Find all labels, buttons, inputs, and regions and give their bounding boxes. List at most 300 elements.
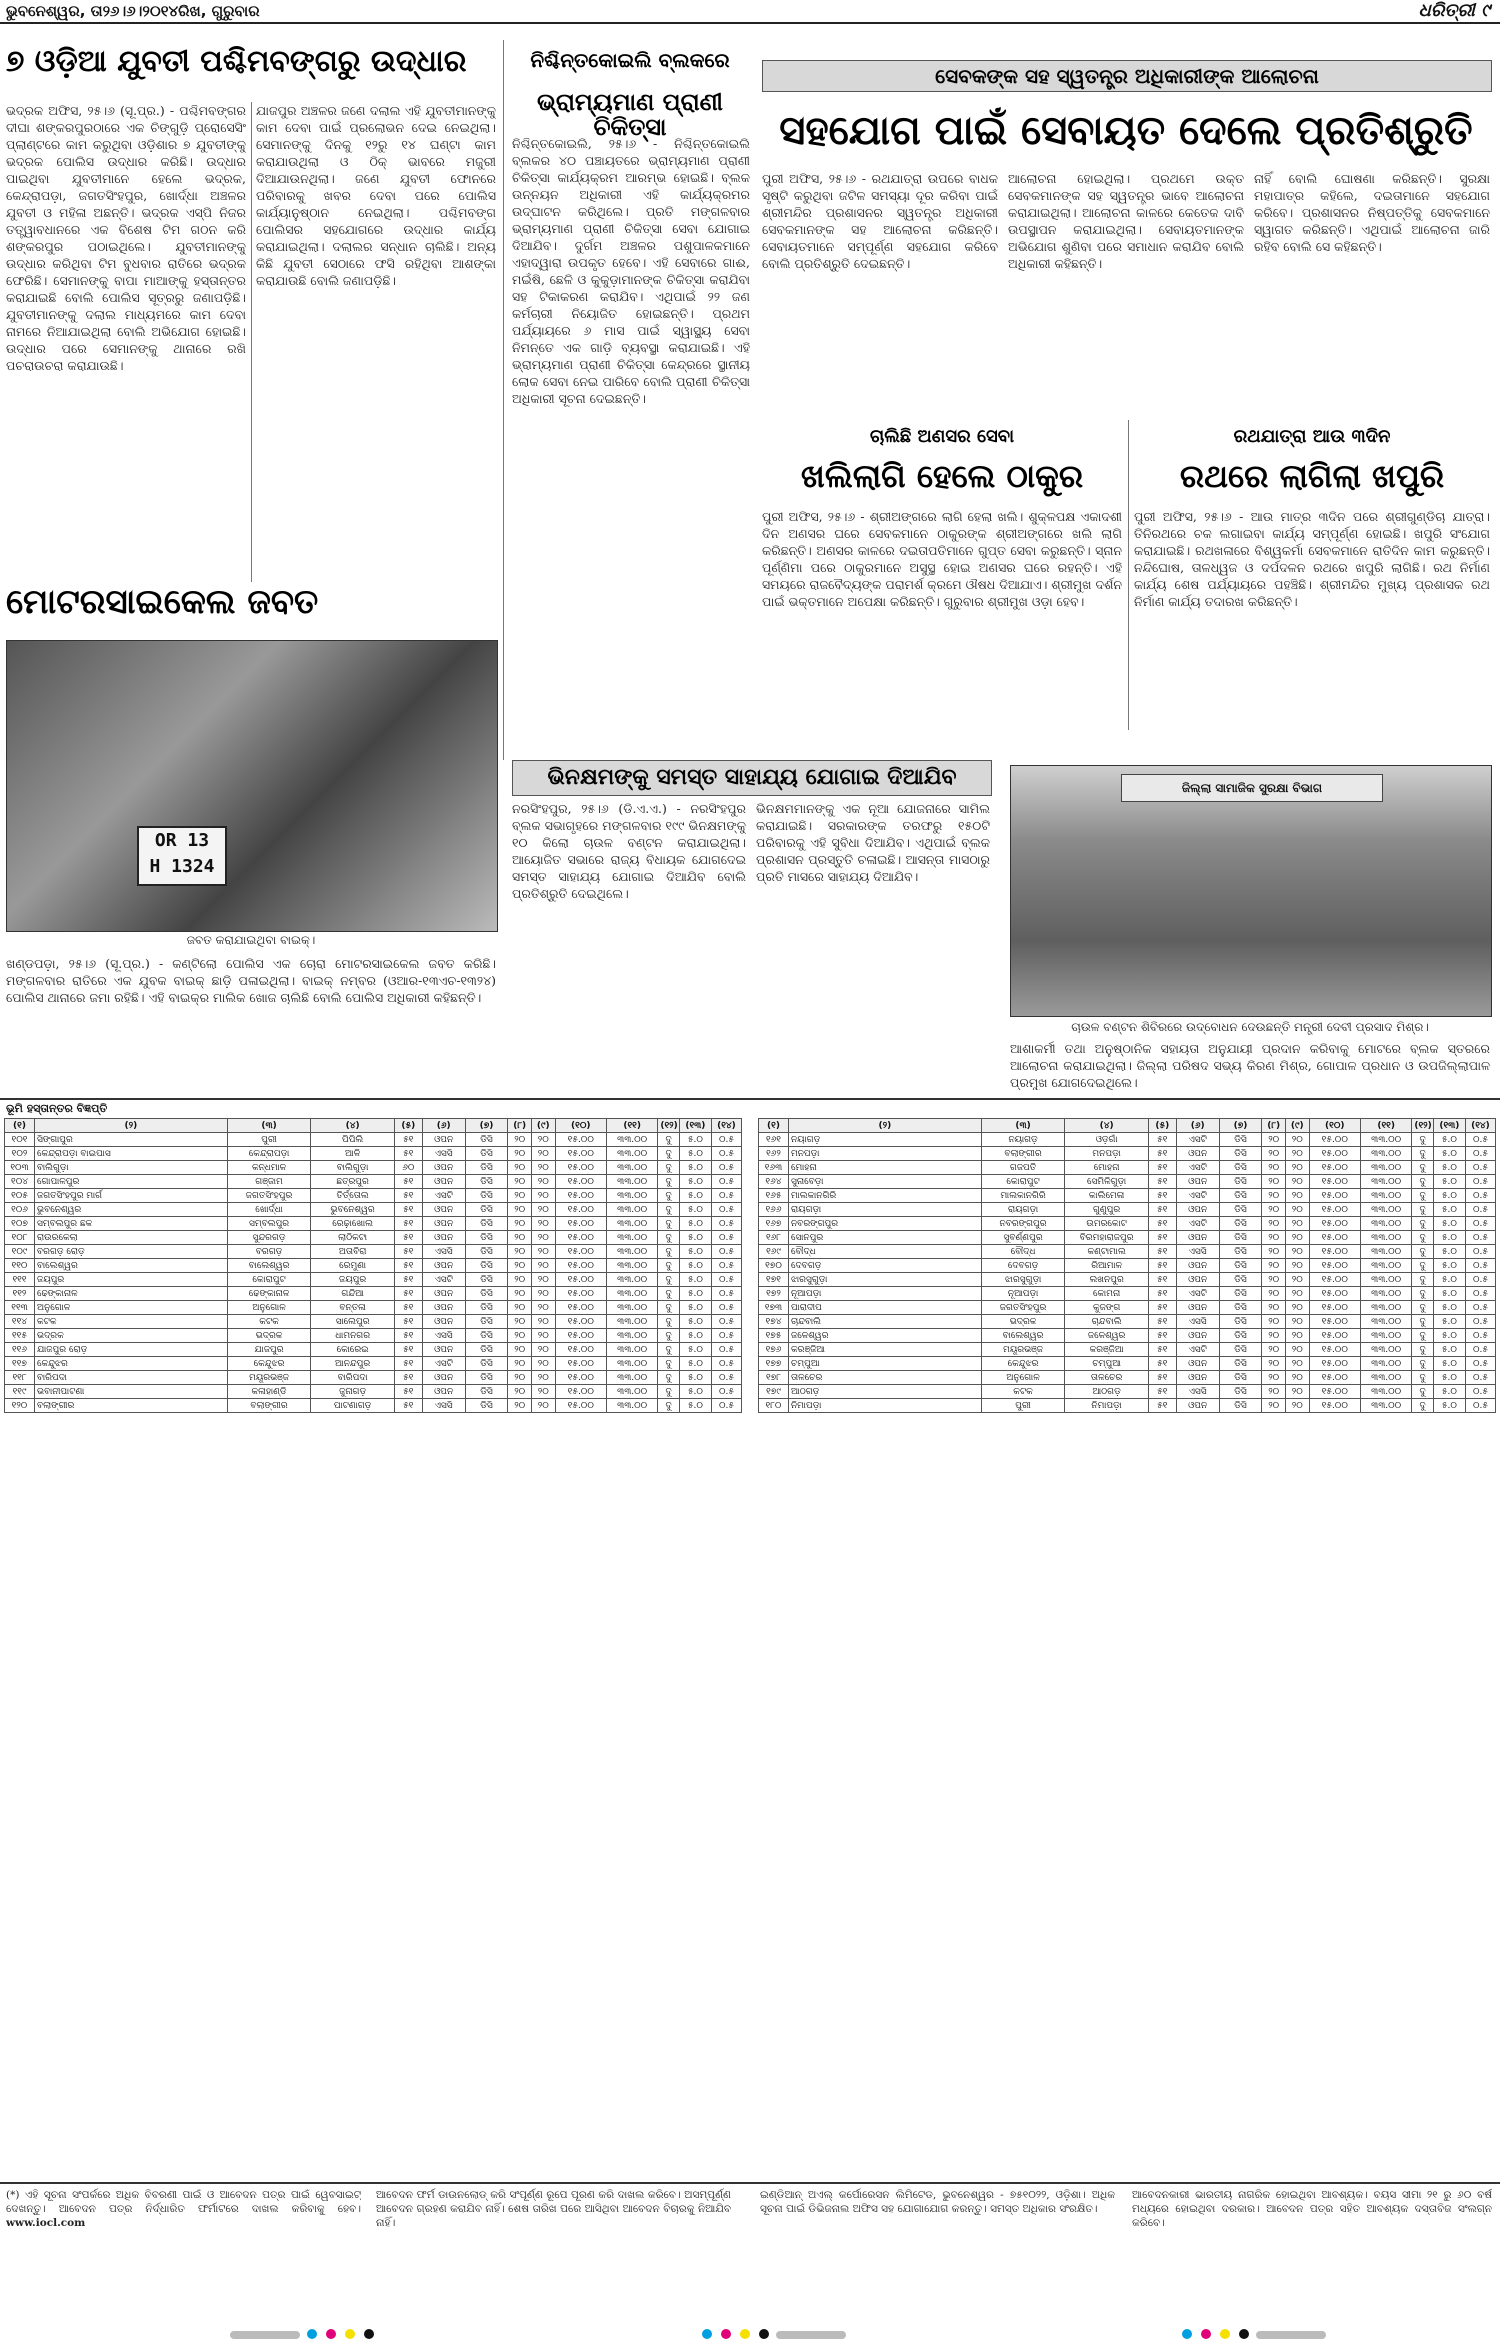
table-cell: ୨୦	[1262, 1399, 1286, 1413]
table-cell: ୧୭୭	[759, 1357, 789, 1371]
table-cell: ତାଳଚେର	[788, 1371, 981, 1385]
table-cell: ୧୫.୦୦	[555, 1259, 606, 1273]
table-cell: ପାରାଦୀପ	[788, 1301, 981, 1315]
table-cell: ୫୧	[394, 1217, 422, 1231]
table-cell: ଢେଙ୍କାନାଳ	[227, 1287, 311, 1301]
table-cell: ୫.୦	[1433, 1217, 1465, 1231]
table-cell: ୦.୫	[1465, 1175, 1495, 1189]
table-cell: ୦.୫	[711, 1301, 741, 1315]
table-cell: ୨୦	[508, 1203, 532, 1217]
table-cell: ୫.୦	[679, 1217, 711, 1231]
table-cell: କୋମନା	[1065, 1287, 1149, 1301]
table-cell: ଗଞ୍ଜାମ	[227, 1175, 311, 1189]
table-cell: ୩୩.୦୦	[606, 1175, 657, 1189]
table-row	[5, 1161, 742, 1175]
table-cell: ୫୧	[1148, 1315, 1176, 1329]
table-cell: ୫୧	[1148, 1161, 1176, 1175]
table-cell: ଏସଟି	[1176, 1133, 1219, 1147]
table-cell: ୧୫.୦୦	[555, 1371, 606, 1385]
table-cell: ବରଗଡ଼	[227, 1245, 311, 1259]
table-cell: ୧୧୯	[5, 1385, 35, 1399]
table-row	[759, 1329, 1496, 1343]
table-cell: ଓପନ	[422, 1133, 465, 1147]
regmark-black	[1239, 2329, 1249, 2339]
table-cell: ୫.୦	[679, 1231, 711, 1245]
table-cell: ୦.୫	[1465, 1357, 1495, 1371]
table-cell: ଭଦ୍ରକ	[34, 1329, 227, 1343]
table-row	[5, 1175, 742, 1189]
regmark-yellow	[1220, 2329, 1230, 2339]
table-cell: ୨୦	[508, 1301, 532, 1315]
table-cell: ୫୧	[394, 1245, 422, 1259]
table-cell: ଡିସି	[465, 1189, 508, 1203]
divider	[503, 40, 504, 760]
table-cell: ଗୋପାଳପୁର	[34, 1175, 227, 1189]
table-cell: କଟକ	[34, 1315, 227, 1329]
table-cell: ୩୩.୦୦	[1360, 1343, 1411, 1357]
story7-col1: ନରସିଂହପୁର, ୨୫।୬ (ଡି.ଏ.ଏ.) - ନରସିଂହପୁର ବ୍ଲକ ସଭାଗୃହରେ ମଙ୍ଗଳବାର ୧୯୯ ଭିନକ୍ଷମଙ୍କୁ ୧୦ କିଲୋ ଚାଉଳ ବଣ୍ଟନ କରାଯାଇଥିଲା। ଆୟୋଜିତ ସଭାରେ ରାଜ୍ୟ ବିଧାୟକ ଯୋଗଦେଇ ସମସ୍ତ ସାହାଯ୍ୟ ଯୋଗାଇ ଦିଆଯିବ ବୋଲି ପ୍ରତିଶ୍ରୁତି ଦେଇଥିଲେ।	[512, 801, 746, 901]
table-cell: ୨୦	[531, 1329, 555, 1343]
story5-body: ପୁରୀ ଅଫିସ, ୨୫।୬ - ଆଉ ମାତ୍ର ୩ଦିନ ପରେ ଶ୍ରୀଗୁଣ୍ଡିଚା ଯାତ୍ରା। ତିନିରଥରେ ଚକ ଲଗାଇବା କାର୍ଯ୍ୟ ସମ୍ପୂର୍ଣ୍ଣ ହୋଇଛି। ଖପୁରି ସଂଯୋଗ କରାଯାଇଛି। ରଥଖଳାରେ ବିଶ୍ୱକର୍ମା ସେବକମାନେ ରାତିଦିନ କାମ କରୁଛନ୍ତି। ନନ୍ଦିଘୋଷ, ତାଳଧ୍ୱଜ ଓ ଦର୍ପଦଳନ ରଥରେ ଖପୁରି ଲାଗିଛି। ରଥ ନିର୍ମାଣ କାର୍ଯ୍ୟ ଶେଷ ପର୍ଯ୍ୟାୟରେ ପହଞ୍ଚିଛି। ଶ୍ରୀମନ୍ଦିର ମୁଖ୍ୟ ପ୍ରଶାସକ ରଥ ନିର୍ମାଣ କାର୍ଯ୍ୟ ତଦାରଖ କରିଛନ୍ତି।	[1134, 509, 1490, 609]
table-cell: ୨୦	[508, 1371, 532, 1385]
table-cell: ୧୭୫	[759, 1329, 789, 1343]
table-cell: ଜଳେଶ୍ୱର	[788, 1329, 981, 1343]
table-cell: ୫.୦	[679, 1203, 711, 1217]
table-cell: ୫୧	[1148, 1245, 1176, 1259]
table-cell: ଦେବଗଡ଼	[981, 1259, 1065, 1273]
table-cell: ୨୦	[508, 1175, 532, 1189]
table-cell: ୦.୫	[1465, 1287, 1495, 1301]
table-cell: ୫୧	[1148, 1189, 1176, 1203]
table-cell: ରାଉରକେଲା	[34, 1231, 227, 1245]
table-cell: ୦.୫	[711, 1203, 741, 1217]
table-cell: ମାଲକାନଗିରି	[981, 1189, 1065, 1203]
table-cell: ଓପନ	[422, 1217, 465, 1231]
table-cell: ସମ୍ବଲପୁର	[227, 1217, 311, 1231]
table-cell: ୧୫.୦୦	[555, 1175, 606, 1189]
table-cell: ବାଲେଶ୍ୱର	[981, 1329, 1065, 1343]
table-cell: ଦୁ	[1412, 1133, 1433, 1147]
table-cell: ଚମ୍ପୁଆ	[788, 1357, 981, 1371]
table-cell: ୨୦	[1285, 1217, 1309, 1231]
table-cell: ୨୦	[508, 1385, 532, 1399]
table-cell: ବନ୍ତଳା	[311, 1301, 395, 1315]
table-cell: ଅତାବିରା	[311, 1245, 395, 1259]
table-cell: ଅନୁଗୋଳ	[227, 1301, 311, 1315]
table-cell: ଜୟପୁର	[34, 1273, 227, 1287]
table-cell: ୩୩.୦୦	[606, 1161, 657, 1175]
table-cell: ଖୋର୍ଦ୍ଧା	[227, 1203, 311, 1217]
table-cell: ୧୫.୦୦	[555, 1147, 606, 1161]
table-cell: ଏସଟି	[422, 1357, 465, 1371]
table-header-cell: (୩)	[227, 1119, 311, 1133]
table-cell: ୧୦୭	[5, 1217, 35, 1231]
table-cell: ଓପନ	[1176, 1203, 1219, 1217]
table-cell: ୫୧	[394, 1147, 422, 1161]
table-cell: ୫.୦	[679, 1189, 711, 1203]
table-cell: ଡିସି	[1219, 1259, 1262, 1273]
table-cell: ୫୧	[394, 1259, 422, 1273]
table-cell: କନ୍ଧମାଳ	[227, 1161, 311, 1175]
table-cell: ରେଢ଼ାଖୋଲ	[311, 1217, 395, 1231]
table-cell: ୧୧୩	[5, 1301, 35, 1315]
table-cell: ୧୫.୦୦	[1309, 1147, 1360, 1161]
table-cell: ୩୩.୦୦	[1360, 1189, 1411, 1203]
table-cell: ୦.୫	[711, 1147, 741, 1161]
table-cell: ୫୧	[394, 1371, 422, 1385]
table-cell: ନବରଙ୍ଗପୁର	[981, 1217, 1065, 1231]
table-cell: ୨୦	[1262, 1287, 1286, 1301]
table-cell: ଦୁ	[658, 1399, 679, 1413]
table-cell: ୫.୦	[679, 1357, 711, 1371]
table-cell: ଦୁ	[1412, 1189, 1433, 1203]
table-cell: ୧୦୧	[5, 1133, 35, 1147]
regmark-bar	[230, 2331, 300, 2339]
table-header-cell: (୮)	[508, 1119, 532, 1133]
footer-website[interactable]: www.iocl.com	[6, 2217, 86, 2229]
table-cell: ୨୦	[1285, 1385, 1309, 1399]
table-cell: ଓପନ	[1176, 1357, 1219, 1371]
table-cell: ମନପଡ଼ା	[1065, 1147, 1149, 1161]
table-cell: ୦.୫	[1465, 1371, 1495, 1385]
table-cell: ଓପନ	[1176, 1147, 1219, 1161]
table-cell: ୨୦	[1285, 1147, 1309, 1161]
table-row	[5, 1273, 742, 1287]
table-cell: ଦୁ	[658, 1175, 679, 1189]
table-cell: ୨୦	[508, 1245, 532, 1259]
table-cell: ୧୦୯	[5, 1245, 35, 1259]
table-cell: ୩୩.୦୦	[1360, 1399, 1411, 1413]
table-cell: ୫.୦	[1433, 1385, 1465, 1399]
table-cell: ବାଲିଗୁଡ଼ା	[311, 1161, 395, 1175]
table-cell: ସୁବର୍ଣ୍ଣପୁର	[981, 1231, 1065, 1245]
table-cell: ଡିସି	[465, 1259, 508, 1273]
story2-body: ନିଶ୍ଚିନ୍ତକୋଇଲି, ୨୫।୬ - ନିଶ୍ଚିନ୍ତକୋଇଲି ବ୍ଲକର ୪୦ ପଞ୍ଚାୟତରେ ଭ୍ରାମ୍ୟମାଣ ପ୍ରାଣୀ ଚିକିତ୍ସା କାର୍ଯ୍ୟକ୍ରମ ଆରମ୍ଭ ହୋଇଛି। ବ୍ଲକ ଉନ୍ନୟନ ଅଧିକାରୀ ଏହି କାର୍ଯ୍ୟକ୍ରମର ଉଦ୍‌ଘାଟନ କରିଥିଲେ। ପ୍ରତି ମଙ୍ଗଳବାର ଭ୍ରାମ୍ୟମାଣ ପ୍ରାଣୀ ଚିକିତ୍ସା ସେବା ଯୋଗାଇ ଦିଆଯିବ। ଦୁର୍ଗମ ଅଞ୍ଚଳର ପଶୁପାଳକମାନେ ଏହାଦ୍ୱାରା ଉପକୃତ ହେବେ। ଏହି ସେବାରେ ଗାଈ, ମଇଁଷି, ଛେଳି ଓ କୁକୁଡ଼ାମାନଙ୍କ ଚିକିତ୍ସା କରାଯିବା ସହ ଟିକାକରଣ କରାଯିବ। ଏଥିପାଇଁ ୨୨ ଜଣ କର୍ମଚାରୀ ନିୟୋଜିତ ହୋଇଛନ୍ତି। ପ୍ରଥମ ପର୍ଯ୍ୟାୟରେ ୬ ମାସ ପାଇଁ ସ୍ୱାସ୍ଥ୍ୟ ସେବା ନିମନ୍ତେ ଏକ ଗାଡ଼ି ବ୍ୟବସ୍ଥା କରାଯାଇଛି। ଏହି ଭ୍ରାମ୍ୟମାଣ ପ୍ରାଣୀ ଚିକିତ୍ସା କେନ୍ଦ୍ରରେ ସ୍ଥାନୀୟ ଲୋକ ସେବା ନେଇ ପାରିବେ ବୋଲି ପ୍ରାଣୀ ଚିକିତ୍ସା ଅଧିକାରୀ ସୂଚନା ଦେଇଛନ୍ତି।	[512, 136, 750, 406]
table-cell: ୨୦	[508, 1329, 532, 1343]
table-row	[759, 1385, 1496, 1399]
table-cell: ତାଳଚେର	[1065, 1371, 1149, 1385]
table-cell: ୦.୫	[1465, 1189, 1495, 1203]
table-cell: ୧୧୬	[5, 1343, 35, 1357]
dateline: ଭୁବନେଶ୍ୱର, ତା୨୬।୬।୨୦୧୪ରିଖ, ଗୁରୁବାର	[6, 2, 260, 20]
table-cell: ଭଦ୍ରକ	[227, 1329, 311, 1343]
table-cell: ଡିସି	[1219, 1315, 1262, 1329]
table-cell: ବଲାଙ୍ଗୀର	[227, 1399, 311, 1413]
table-cell: ୧୫.୦୦	[555, 1189, 606, 1203]
table-cell: ଓପନ	[1176, 1175, 1219, 1189]
table-cell: ୨୦	[1285, 1301, 1309, 1315]
table-cell: ୫.୦	[679, 1301, 711, 1315]
table-cell: ୧୬୬	[759, 1203, 789, 1217]
table-cell: ୧୭୨	[759, 1287, 789, 1301]
table-cell: ୫.୦	[1433, 1231, 1465, 1245]
table-cell: ୫୧	[1148, 1301, 1176, 1315]
table-cell: ପାଟଣାଗଡ଼	[311, 1399, 395, 1413]
table-cell: ଦୁ	[1412, 1385, 1433, 1399]
table-cell: ଏସଟି	[1176, 1161, 1219, 1175]
table-cell: ଡିସି	[1219, 1203, 1262, 1217]
table-cell: ୨୦	[508, 1315, 532, 1329]
story6-body: ଖଣ୍ଡପଡ଼ା, ୨୫।୬ (ସୂ.ପ୍ର.) - କଣ୍ଟିଲୋ ପୋଲିସ ଏକ ଚୋରା ମୋଟରସାଇକେଲ ଜବତ କରିଛି। ମଙ୍ଗଳବାର ରାତିରେ ଏକ ଯୁବକ ବାଇକ୍ ଛାଡ଼ି ପଳାଇଥିଲା। ବାଇକ୍ ନମ୍ବର (ଓଆର-୧୩ଏଚ-୧୩୨୪) ପୋଲିସ ଥାନାରେ ଜମା ରହିଛି। ଏହି ବାଇକ୍‌ର ମାଲିକ ଖୋଜ ଚାଲିଛି ବୋଲି ପୋଲିସ ଅଧିକାରୀ କହିଛନ୍ତି।	[6, 956, 496, 1005]
table-cell: ୫୧	[1148, 1273, 1176, 1287]
table-cell: ୩୩.୦୦	[606, 1133, 657, 1147]
table-cell: ୦.୫	[711, 1273, 741, 1287]
table-cell: ୦.୫	[711, 1357, 741, 1371]
table-cell: ଏସସି	[422, 1245, 465, 1259]
table-cell: ୧୭୩	[759, 1301, 789, 1315]
table-cell: ଦୁ	[658, 1329, 679, 1343]
table-cell: ୨୦	[1285, 1315, 1309, 1329]
table-cell: ଓପନ	[422, 1287, 465, 1301]
table-header-cell: (୯)	[1285, 1119, 1309, 1133]
table-cell: ଚାନ୍ଦବାଲି	[1065, 1315, 1149, 1329]
table-cell: ୩୩.୦୦	[606, 1259, 657, 1273]
table-cell: ୨୦	[531, 1175, 555, 1189]
table-cell: ୧୫.୦୦	[1309, 1385, 1360, 1399]
table-cell: ୦.୫	[711, 1315, 741, 1329]
table-cell: ପୁରୀ	[981, 1399, 1065, 1413]
table-cell: ୦.୫	[1465, 1301, 1495, 1315]
divider	[1128, 420, 1129, 730]
table-cell: ଡିସି	[465, 1147, 508, 1161]
regmark-cyan	[307, 2329, 317, 2339]
regmark-black	[364, 2329, 374, 2339]
table-cell: ୫.୦	[1433, 1273, 1465, 1287]
table-cell: ଡିସି	[1219, 1133, 1262, 1147]
table-cell: ଭବାନୀପାଟଣା	[34, 1385, 227, 1399]
table-cell: ଦୁ	[658, 1133, 679, 1147]
table-cell: ଆଠଗଡ଼	[788, 1385, 981, 1399]
table-cell: ଡିସି	[1219, 1385, 1262, 1399]
table-cell: ୧୬୯	[759, 1245, 789, 1259]
table-cell: ଦୁ	[658, 1259, 679, 1273]
table-cell: ୧୬୨	[759, 1147, 789, 1161]
table-cell: ୨୦	[1262, 1343, 1286, 1357]
table-cell: ୧୫.୦୦	[555, 1203, 606, 1217]
table-cell: କେନ୍ଦୁଝର	[981, 1357, 1065, 1371]
table-cell: ୧୫.୦୦	[1309, 1189, 1360, 1203]
table-cell: ଓପନ	[422, 1175, 465, 1189]
table-cell: ଦୁ	[658, 1217, 679, 1231]
table-cell: ଦୁ	[658, 1273, 679, 1287]
table-row	[5, 1147, 742, 1161]
table-cell: ୨୦	[1285, 1399, 1309, 1413]
table-cell: ୨୦	[508, 1161, 532, 1175]
table-cell: ଦୁ	[1412, 1175, 1433, 1189]
plate-line1: OR 13	[154, 830, 210, 851]
table-row	[759, 1147, 1496, 1161]
table-cell: ୫୧	[394, 1399, 422, 1413]
table-cell: ଧାମନଗର	[311, 1329, 395, 1343]
table-header-cell: (୨)	[788, 1119, 981, 1133]
regmark-cyan	[1182, 2329, 1192, 2339]
table-header-cell: (୭)	[465, 1119, 508, 1133]
table-cell: ଦୁ	[1412, 1315, 1433, 1329]
table-cell: ଦୁ	[658, 1343, 679, 1357]
table-cell: ୨୦	[1262, 1189, 1286, 1203]
table-cell: ୫୧	[394, 1343, 422, 1357]
regmark-group-center	[700, 2324, 846, 2343]
table-cell: ୧୮୦	[759, 1399, 789, 1413]
table-cell: ୨୦	[531, 1301, 555, 1315]
table-cell: ଦୁ	[658, 1371, 679, 1385]
table-cell: ୨୦	[1262, 1231, 1286, 1245]
story3-col1: ପୁରୀ ଅଫିସ, ୨୫।୬ - ରଥଯାତ୍ରା ଉପରେ ବାଧକ ସୃଷ୍ଟି କରୁଥିବା ଜଟିଳ ସମସ୍ୟା ଦୂର କରିବା ପାଇଁ ଶ୍ରୀମନ୍ଦିର ପ୍ରଶାସନର ସ୍ୱତନ୍ତ୍ର ଅଧିକାରୀ ସେବକମାନଙ୍କ ସହ ଆଲୋଚନା କରିଛନ୍ତି। ସେବାୟତମାନେ ସମ୍ପୂର୍ଣ୍ଣ ସହଯୋଗ କରିବେ ବୋଲି ପ୍ରତିଶ୍ରୁତି ଦେଇଛନ୍ତି।	[762, 171, 998, 271]
table-cell: ୧୦୪	[5, 1175, 35, 1189]
table-header-cell: (୧୪)	[1465, 1119, 1495, 1133]
story1-col1: ଭଦ୍ରକ ଅଫିସ, ୨୫।୬ (ସୂ.ପ୍ର.) - ପଶ୍ଚିମବଙ୍ଗର ଦୀଘା ଶଙ୍କରପୁରଠାରେ ଏକ ଚିଙ୍ଗୁଡ଼ି ପ୍ରୋସେସିଂ ପ୍ଲାଣ୍ଟରେ କାମ କରୁଥିବା ଓଡ଼ିଶାର ୭ ଯୁବତୀଙ୍କୁ ଭଦ୍ରକ ପୋଲିସ ଉଦ୍ଧାର କରିଛି। ଉଦ୍ଧାର ପାଇଥିବା ଯୁବତୀମାନେ ହେଲେ ଭଦ୍ରକ, କେନ୍ଦ୍ରାପଡ଼ା, ଜଗତସିଂହପୁର, ଖୋର୍ଦ୍ଧା ଅଞ୍ଚଳର ଯୁବତୀ ଓ ମହିଳା ଅଛନ୍ତି। ଭଦ୍ରକ ଏସ୍‌ପି ନିଜର ତତ୍ତ୍ୱାବଧାନରେ ଏକ ବିଶେଷ ଟିମ ଗଠନ କରି ଶଙ୍କରପୁର ପଠାଇଥିଲେ। ଯୁବତୀମାନଙ୍କୁ ଉଦ୍ଧାର କରିଥିବା ଟିମ ବୁଧବାର ରାତିରେ ଭଦ୍ରକ ଫେରିଛି। ସେମାନଙ୍କୁ ବାପା ମାଆଙ୍କୁ ହସ୍ତାନ୍ତର କରାଯାଇଛି ବୋଲି ପୋଲିସ ସୂତ୍ରରୁ ଜଣାପଡ଼ିଛି। ଯୁବତୀମାନଙ୍କୁ ଦଲାଲ ମାଧ୍ୟମରେ କାମ ଦେବା ନାମରେ ନିଆଯାଇଥିଲା ବୋଲି ଅଭିଯୋଗ ହୋଇଛି। ଉଦ୍ଧାର ପରେ ସେମାନଙ୍କୁ ଥାନାରେ ରଖି ପଚରାଉଚରା କରାଯାଉଛି।	[6, 103, 246, 373]
table-cell: ୫.୦	[679, 1385, 711, 1399]
table-cell: ୦.୫	[711, 1231, 741, 1245]
table-cell: ୨୦	[531, 1147, 555, 1161]
table-cell: ୩୩.୦୦	[1360, 1217, 1411, 1231]
table-cell: କରଞ୍ଜିଆ	[788, 1343, 981, 1357]
table-cell: ୨୦	[531, 1273, 555, 1287]
regmark-cyan	[702, 2329, 712, 2339]
table-cell: ବଲାଙ୍ଗୀର	[981, 1147, 1065, 1161]
table-cell: ୫.୦	[1433, 1315, 1465, 1329]
table-cell: ୦.୫	[1465, 1343, 1495, 1357]
table-cell: ୩୩.୦୦	[606, 1343, 657, 1357]
table-cell: ୫.୦	[1433, 1343, 1465, 1357]
table-cell: ୫୧	[1148, 1357, 1176, 1371]
table-cell: ୩୩.୦୦	[606, 1329, 657, 1343]
table-cell: ଲାଠିକଟା	[311, 1231, 395, 1245]
table-cell: ୨୦	[508, 1259, 532, 1273]
table-cell: ୧୦୮	[5, 1231, 35, 1245]
regmark-yellow	[740, 2329, 750, 2339]
table-cell: ଢେଙ୍କାନାଳ	[34, 1287, 227, 1301]
table-cell: ଦୁ	[1412, 1161, 1433, 1175]
regmark-yellow	[345, 2329, 355, 2339]
regmark-bar	[776, 2331, 846, 2339]
table-cell: ୦.୫	[1465, 1133, 1495, 1147]
table-cell: ଏସଟି	[1176, 1217, 1219, 1231]
table-cell: ଡିସି	[1219, 1147, 1262, 1161]
table-cell: ବଲାଙ୍ଗୀର	[34, 1399, 227, 1413]
table-cell: ଡିସି	[465, 1343, 508, 1357]
table-cell: ୧୫.୦୦	[1309, 1245, 1360, 1259]
table-cell: ଡିସି	[1219, 1399, 1262, 1413]
table-cell: ଡିସି	[1219, 1371, 1262, 1385]
table-cell: ୦.୫	[711, 1385, 741, 1399]
table-cell: ଓପନ	[422, 1259, 465, 1273]
table-cell: ଓପନ	[422, 1371, 465, 1385]
table-cell: ଡିସି	[465, 1371, 508, 1385]
table-cell: ୨୦	[531, 1217, 555, 1231]
paper-name-text: ଧରିତ୍ରୀ	[1418, 0, 1475, 21]
table-cell: ୦.୫	[1465, 1231, 1495, 1245]
table-cell: ୩୩.୦୦	[606, 1315, 657, 1329]
table-cell: ୫.୦	[679, 1147, 711, 1161]
table-row	[5, 1343, 742, 1357]
table-cell: ୨୦	[1262, 1217, 1286, 1231]
table-row	[5, 1287, 742, 1301]
table-cell: ଓପନ	[422, 1161, 465, 1175]
table-cell: ଡିସି	[465, 1399, 508, 1413]
regmark-magenta	[721, 2329, 731, 2339]
table-cell: ୧୫.୦୦	[1309, 1371, 1360, 1385]
table-cell: ୧୭୯	[759, 1385, 789, 1399]
table-cell: ଓପନ	[422, 1203, 465, 1217]
table-cell: ଭୁବନେଶ୍ୱର	[311, 1203, 395, 1217]
table-cell: ଡିସି	[1219, 1217, 1262, 1231]
table-cell: ୫.୦	[679, 1329, 711, 1343]
table-cell: ୩୩.୦୦	[1360, 1329, 1411, 1343]
table-cell: ୫୧	[394, 1189, 422, 1203]
table-cell: ୦.୫	[711, 1161, 741, 1175]
table-cell: ୫.୦	[679, 1259, 711, 1273]
table-cell: ୩୩.୦୦	[1360, 1203, 1411, 1217]
table-cell: ୨୦	[1262, 1371, 1286, 1385]
table-header-row	[5, 1119, 742, 1133]
table-cell: ୨୦	[1285, 1273, 1309, 1287]
table-cell: ୩୩.୦୦	[1360, 1315, 1411, 1329]
table-cell: ୨୦	[508, 1287, 532, 1301]
table-cell: ଡିସି	[465, 1161, 508, 1175]
footer-col1-text: (*) ଏହି ସୂଚନା ସଂପର୍କରେ ଅଧିକ ବିବରଣୀ ପାଇଁ ଓ ଆବେଦନ ପତ୍ର ପାଇଁ ୱେବସାଇଟ୍ ଦେଖନ୍ତୁ। ଆବେଦନ ପତ୍ର ନିର୍ଦ୍ଧାରିତ ଫର୍ମାଟରେ ଦାଖଲ କରିବାକୁ ହେବ।	[6, 2189, 361, 2215]
table-cell: ୧୭୮	[759, 1371, 789, 1385]
table-cell: ୨୦	[1285, 1231, 1309, 1245]
table-cell: ୫୧	[394, 1301, 422, 1315]
table-row	[759, 1357, 1496, 1371]
table-title: ଭୂମି ହସ୍ତାନ୍ତର ବିଜ୍ଞପ୍ତି	[6, 1102, 108, 1115]
table-cell: ୨୦	[1285, 1133, 1309, 1147]
table-cell: ୨୦	[531, 1287, 555, 1301]
table-cell: ୫.୦	[679, 1273, 711, 1287]
table-cell: ୨୦	[1262, 1147, 1286, 1161]
table-cell: ୨୦	[508, 1273, 532, 1287]
notice-table-left	[4, 1118, 742, 1413]
section-divider	[0, 1098, 1500, 1100]
story3-col2: ଆଲୋଚନା ହୋଇଥିଲା। ପ୍ରଥମେ ଉକ୍ତ ସେବକମାନଙ୍କ ସହ ସ୍ୱତନ୍ତ୍ର ଭାବେ ଆଲୋଚନା କରାଯାଇଥିଲା। ଆଲୋଚନା କାଳରେ କେତେକ ଦାବି ଉପସ୍ଥାପନ କରାଯାଇଥିଲା। ସେବାୟତମାନଙ୍କ ଅଭିଯୋଗ ଶୁଣିବା ପରେ ସମାଧାନ କରାଯିବ ବୋଲି ଅଧିକାରୀ କହିଛନ୍ତି।	[1008, 171, 1244, 271]
table-cell: ୫.୦	[1433, 1133, 1465, 1147]
table-cell: ୦.୫	[1465, 1161, 1495, 1175]
table-cell: ୨୦	[508, 1399, 532, 1413]
table-cell: ୫.୦	[1433, 1399, 1465, 1413]
table-cell: ୧୫.୦୦	[555, 1245, 606, 1259]
table-cell: ଦୁ	[1412, 1245, 1433, 1259]
table-cell: ଦୁ	[658, 1315, 679, 1329]
table-cell: ଗଜପତି	[981, 1161, 1065, 1175]
table-cell: ୧୬୧	[759, 1133, 789, 1147]
table-cell: ୨୦	[508, 1217, 532, 1231]
table-row	[759, 1245, 1496, 1259]
table-cell: ୫୧	[1148, 1385, 1176, 1399]
table-cell: ଏସସି	[1176, 1385, 1219, 1399]
print-registration-marks	[0, 2318, 1500, 2339]
table-row	[5, 1301, 742, 1315]
page-number: ୯	[1481, 0, 1490, 21]
table-cell: ୨୦	[531, 1399, 555, 1413]
story3-headline: ସହଯୋଗ ପାଇଁ ସେବାୟତ ଦେଲେ ପ୍ରତିଶ୍ରୁତି	[779, 108, 1473, 154]
table-header-cell: (୧୨)	[1412, 1119, 1433, 1133]
table-row	[759, 1301, 1496, 1315]
table-cell: ୦.୫	[1465, 1217, 1495, 1231]
table-cell: ୨୦	[531, 1189, 555, 1203]
table-row	[759, 1161, 1496, 1175]
table-cell: ୧୫.୦୦	[1309, 1287, 1360, 1301]
table-cell: ୧୫.୦୦	[555, 1315, 606, 1329]
table-cell: ୫.୦	[1433, 1301, 1465, 1315]
table-cell: ୧୭୬	[759, 1343, 789, 1357]
table-cell: ଡିସି	[1219, 1245, 1262, 1259]
table-cell: ୧୬୩	[759, 1161, 789, 1175]
table-cell: ୧୫.୦୦	[1309, 1399, 1360, 1413]
table-cell: ୩୩.୦୦	[1360, 1147, 1411, 1161]
table-cell: ୩୩.୦୦	[1360, 1245, 1411, 1259]
table-cell: ୧୦୨	[5, 1147, 35, 1161]
